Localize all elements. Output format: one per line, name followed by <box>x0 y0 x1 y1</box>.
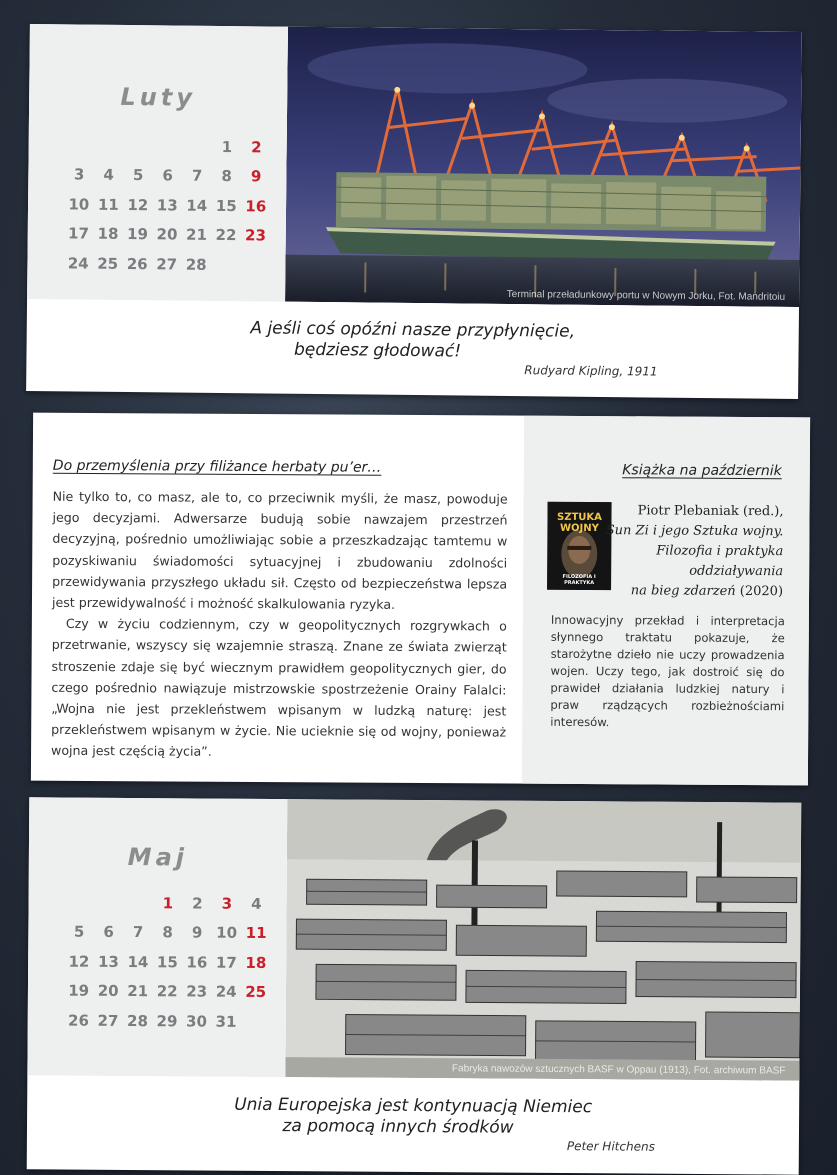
may-day-cell: 20 <box>97 982 119 1001</box>
february-day-cell: 6 <box>162 166 173 185</box>
february-day-cell: 15 <box>215 196 237 215</box>
may-day-cell: 24 <box>215 982 237 1002</box>
book-year: (2020) <box>739 583 784 600</box>
may-day-cell: 8 <box>162 923 173 942</box>
february-quote-line-2: będziesz głodować! <box>293 339 462 362</box>
may-day-cell: 26 <box>68 1011 90 1030</box>
february-calendar-panel <box>27 24 288 302</box>
may-day-cell: 21 <box>127 982 149 1001</box>
february-week-row <box>63 248 270 280</box>
february-day-cell: 19 <box>126 225 149 244</box>
may-day-cell: 27 <box>97 1011 119 1030</box>
may-day-cell: 23 <box>186 982 208 1001</box>
may-day-cell: 28 <box>127 1011 149 1030</box>
february-day-cell: 25 <box>97 254 119 273</box>
february-day-cell: 5 <box>132 166 144 185</box>
may-quote-author: Peter Hitchens <box>566 1139 655 1154</box>
may-day-cell: 6 <box>103 923 114 942</box>
may-day-cell: 10 <box>216 923 238 943</box>
may-day-cell: 4 <box>251 894 262 913</box>
may-day-cell: 2 <box>192 894 203 913</box>
port-photo-caption: Terminal przeładunkowy portu w Nowym Jorku, Fot. Mandritoiu <box>506 288 786 303</box>
may-day-grid <box>64 888 272 1037</box>
port-terminal-photo <box>285 27 802 307</box>
february-day-cell: 8 <box>221 167 232 186</box>
february-day-cell: 28 <box>185 255 207 274</box>
february-quote <box>26 316 798 366</box>
february-day-cell: 1 <box>221 137 233 156</box>
february-day-cell: 4 <box>103 165 114 185</box>
reflection-paragraph-1: Nie tylko to, co masz, ale to, co przeciwnik myśli, że masz, powoduje jego decyzjami. Adwersarze budują sobie nawzajem przestrzeń decyzyjną, pośrednio umożliwiając sobie a przeszkadzając tamtemu w pozyskiwaniu świadomości sytuacyjnej i zbudowaniu zdolności przewidywania przyszłego układu sił. Często od bezpieczeństwa lepsza jest przewidywalność i możność skalkulowania ryzyka. <box>51 488 508 612</box>
may-day-cell: 12 <box>68 952 90 971</box>
may-quote-line-2: za pomocą innych środków <box>282 1116 514 1138</box>
february-day-cell: 3 <box>73 165 85 184</box>
february-quote-line-1: A jeśli coś opóźni nasze przypłynięcie, <box>250 318 576 342</box>
february-month-title: Luty <box>120 82 197 112</box>
basf-factory-photo <box>285 799 801 1081</box>
february-week-row <box>64 160 271 192</box>
may-quote-line-1: Unia Europejska jest kontynuacją Niemiec <box>234 1094 593 1118</box>
port-terminal-illustration <box>285 27 802 307</box>
february-week-row <box>64 189 271 221</box>
february-day-cell: 13 <box>156 196 178 215</box>
february-day-cell: 23 <box>244 226 267 245</box>
book-cover-subtitle: FILOZOFIA I PRAKTYKA <box>562 573 596 587</box>
reflection-heading: Do przemyślenia przy filiżance herbaty pu’er… <box>52 457 382 476</box>
factory-photo-caption: Fabryka nawozów sztucznych BASF w Oppau (1913), Fot. archiwum BASF <box>451 1063 786 1077</box>
february-calendar-card <box>26 24 802 399</box>
february-quote-author: Rudyard Kipling, 1911 <box>524 363 658 379</box>
february-day-cell: 10 <box>68 195 90 214</box>
may-calendar-panel <box>27 797 287 1077</box>
book-cover-title: SZTUKA WOJNY <box>557 511 602 535</box>
february-day-cell: 22 <box>215 226 237 245</box>
february-day-cell: 9 <box>250 167 262 186</box>
book-section <box>522 416 810 786</box>
may-day-cell: 17 <box>215 953 237 972</box>
reflection-book-card <box>31 413 810 786</box>
february-day-cell: 14 <box>186 196 208 215</box>
february-day-cell: 2 <box>251 138 262 157</box>
may-day-cell: 11 <box>245 924 267 943</box>
may-day-cell: 3 <box>221 894 233 913</box>
may-week-row <box>64 1006 271 1037</box>
may-month-title: Maj <box>127 842 189 872</box>
february-day-cell: 7 <box>191 166 203 186</box>
may-quote <box>27 1093 799 1140</box>
may-day-cell: 5 <box>73 922 85 941</box>
may-day-cell: 16 <box>186 953 208 972</box>
february-day-cell: 17 <box>67 224 90 243</box>
february-day-cell: 26 <box>126 254 148 273</box>
may-week-row <box>64 888 271 919</box>
february-day-cell: 27 <box>156 255 178 274</box>
may-day-cell: 15 <box>156 952 178 972</box>
february-day-cell: 11 <box>97 195 119 214</box>
may-day-cell: 22 <box>156 982 178 1001</box>
book-title-line-3: oddziaływania <box>689 563 784 580</box>
reflection-section <box>51 458 508 764</box>
february-day-cell: 21 <box>185 225 208 245</box>
february-day-cell: 16 <box>245 196 267 216</box>
book-title-line-4-wrap <box>603 581 783 602</box>
february-day-cell: 24 <box>67 254 89 273</box>
may-day-cell: 1 <box>162 893 174 913</box>
may-day-cell: 14 <box>127 952 149 971</box>
february-day-cell: 20 <box>156 225 178 244</box>
february-day-cell: 18 <box>97 224 119 244</box>
may-day-cell: 29 <box>156 1011 178 1031</box>
book-reference <box>603 501 784 602</box>
may-day-cell: 19 <box>68 981 90 1000</box>
may-calendar-card <box>27 797 802 1174</box>
reflection-paragraph-2: Czy w życiu codziennym, czy w geopolitycznych rozgrywkach o przetrwanie, wszyscy się wzajemnie straszą. Znane ze świata zwierząt stroszenie zdaje się być wiecznym prawidłem geopolitycznych gier, do czego pośrednio nawiązuje mistrzowskie spostrzeżenie Orainy Falalci: „Wojna nie jest przekleństwem wpisanym w ludzką naturę: jest przekleństwem wpisanym w życie. Nie ucieknie się od wojny, ponieważ wojna jest częścią życia”. <box>51 616 507 760</box>
book-title-line-2: Filozofia i praktyka <box>656 543 784 560</box>
february-week-row <box>65 130 272 162</box>
february-day-cell: 12 <box>127 195 149 214</box>
may-day-cell: 13 <box>97 952 119 971</box>
basf-factory-illustration <box>285 799 801 1081</box>
may-week-row <box>64 976 271 1007</box>
february-week-row <box>64 219 271 251</box>
book-author: Piotr Plebaniak (red.), <box>637 503 784 520</box>
reflection-text <box>51 486 508 764</box>
may-day-cell: 31 <box>215 1012 237 1031</box>
book-title-line-4: na bieg zdarzeń <box>630 583 736 599</box>
may-day-cell: 9 <box>191 923 203 942</box>
may-day-cell: 18 <box>245 953 267 972</box>
may-week-row <box>64 947 271 978</box>
book-title-line-1: Sun Zi i jego Sztuka wojny. <box>605 523 784 540</box>
book-heading: Książka na październik <box>622 462 782 480</box>
book-cover-image <box>547 502 612 590</box>
may-day-cell: 7 <box>132 923 144 942</box>
book-description: Innowacyjny przekład i interpretacja słynnego traktatu pokazuje, że starożytne dzieło nie uczy prowadzenia wojen. Uczy tego, jak dostroić się do prawideł działania ludzkiej natury i praw rządzących rozbieżnościami interesów. <box>550 612 785 730</box>
may-week-row <box>64 917 271 948</box>
may-day-cell: 30 <box>185 1012 207 1031</box>
may-day-cell: 25 <box>245 983 267 1002</box>
february-day-grid <box>63 130 271 280</box>
